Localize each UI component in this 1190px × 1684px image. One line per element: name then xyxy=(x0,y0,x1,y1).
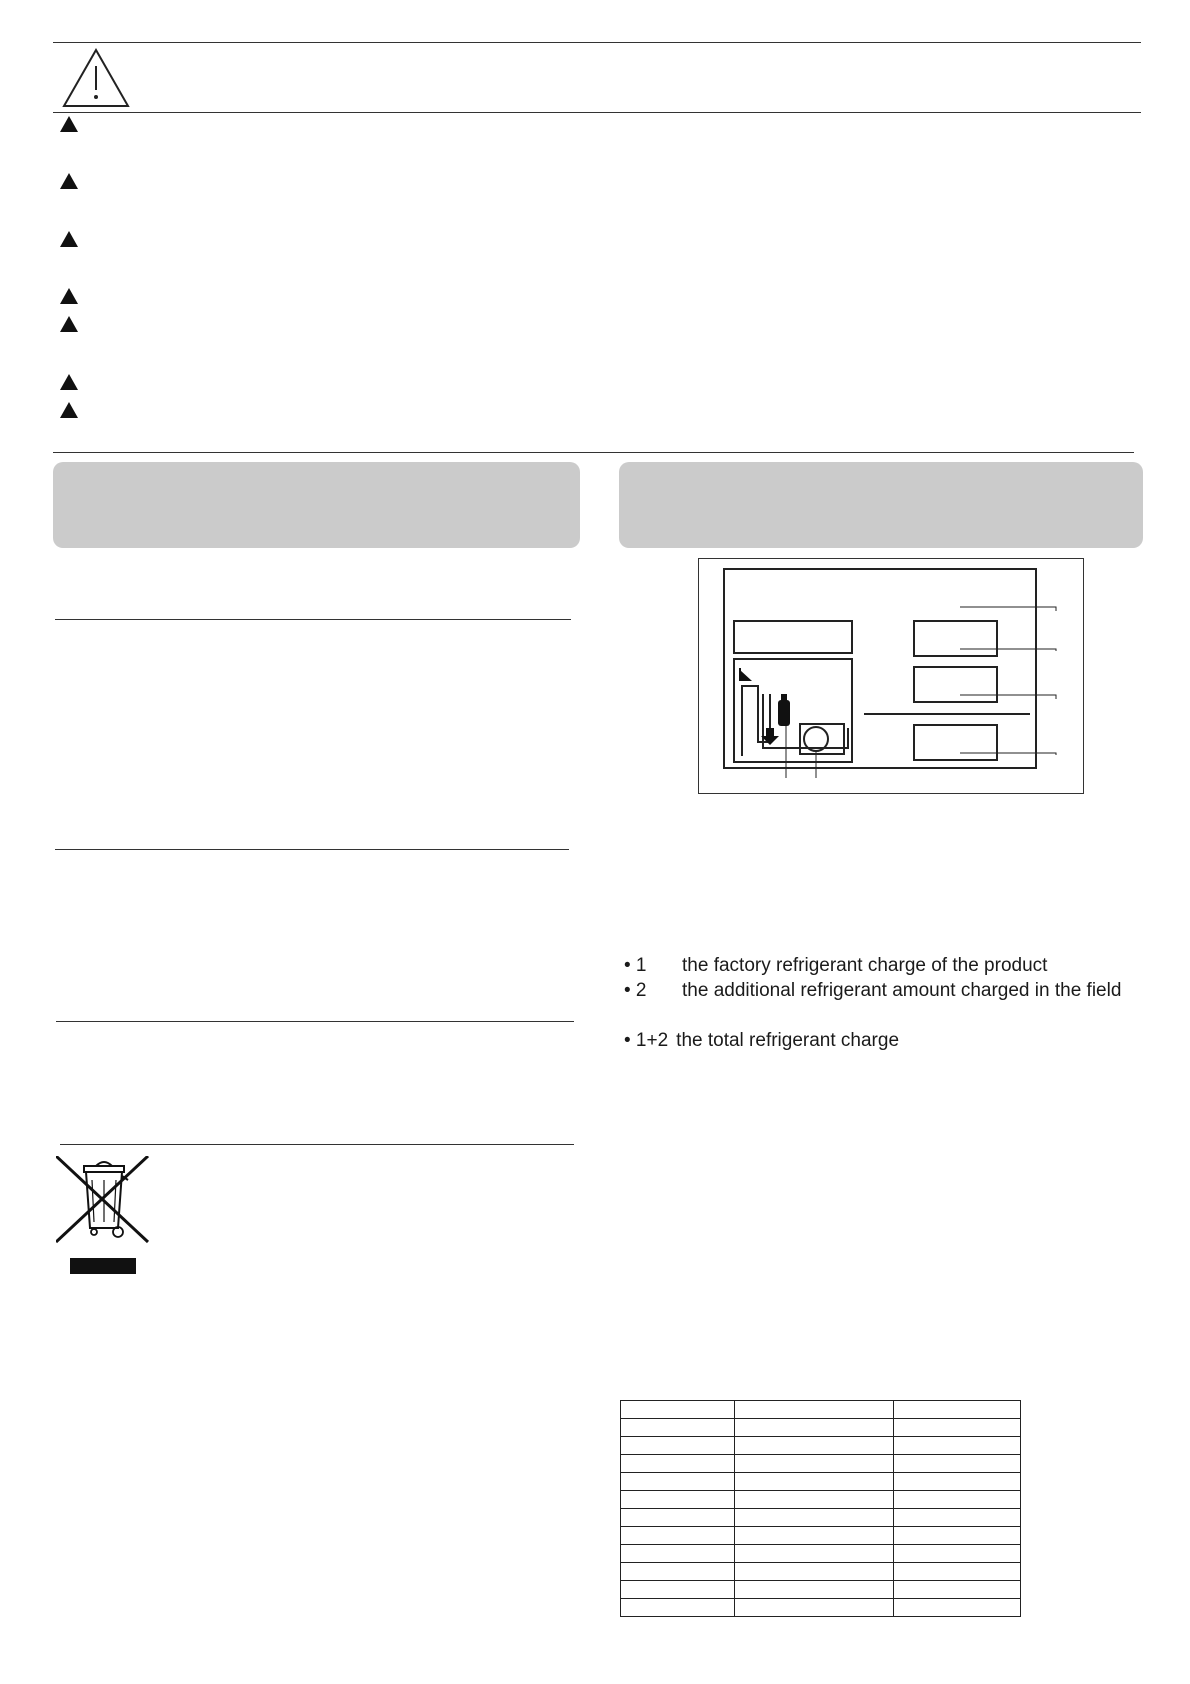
table-cell xyxy=(621,1473,735,1491)
table-cell xyxy=(621,1527,735,1545)
warning-triangle-icon xyxy=(62,48,130,108)
filled-triangle-icon xyxy=(60,316,78,332)
legend-bullet: • 2 xyxy=(624,980,647,1001)
filled-triangle-icon xyxy=(60,116,78,132)
table-cell xyxy=(894,1509,1021,1527)
table-cell xyxy=(894,1563,1021,1581)
filled-triangle-icon xyxy=(60,288,78,304)
table-row xyxy=(621,1599,1021,1617)
table-cell xyxy=(894,1545,1021,1563)
filled-triangle-icon xyxy=(60,374,78,390)
table-cell xyxy=(894,1401,1021,1419)
table-cell xyxy=(621,1491,735,1509)
table-cell xyxy=(894,1437,1021,1455)
section-header-panel-left xyxy=(53,462,580,548)
table-cell xyxy=(735,1509,894,1527)
table-cell xyxy=(735,1401,894,1419)
crossed-out-wheelie-bin-icon xyxy=(56,1156,152,1278)
legend-text: the factory refrigerant charge of the product xyxy=(682,955,1048,976)
legend-bullet: • 1 xyxy=(624,955,647,976)
table-cell xyxy=(735,1419,894,1437)
header-rule xyxy=(53,112,1141,113)
table-row xyxy=(621,1473,1021,1491)
left-rule-4 xyxy=(60,1144,574,1145)
table-row xyxy=(621,1545,1021,1563)
table-cell xyxy=(735,1581,894,1599)
table-cell xyxy=(894,1473,1021,1491)
left-rule-3 xyxy=(56,1021,574,1022)
table-cell xyxy=(621,1437,735,1455)
filled-triangle-icon xyxy=(60,231,78,247)
table-cell xyxy=(621,1545,735,1563)
table-row xyxy=(621,1401,1021,1419)
legend-item-3 xyxy=(624,1030,899,1052)
table-cell xyxy=(735,1527,894,1545)
table-cell xyxy=(894,1581,1021,1599)
top-rule xyxy=(53,42,1141,43)
table-cell xyxy=(621,1599,735,1617)
table-cell xyxy=(735,1455,894,1473)
section-header-panel-right xyxy=(619,462,1143,548)
filled-triangle-icon xyxy=(60,173,78,189)
table-cell xyxy=(735,1437,894,1455)
table-cell xyxy=(735,1491,894,1509)
table-cell xyxy=(735,1545,894,1563)
table-cell xyxy=(735,1599,894,1617)
left-rule-1 xyxy=(55,619,571,620)
table-row xyxy=(621,1563,1021,1581)
table-row xyxy=(621,1581,1021,1599)
legend-text: the additional refrigerant amount charged in the field xyxy=(682,980,1122,1001)
refrigerant-table xyxy=(620,1400,1021,1617)
table-row xyxy=(621,1437,1021,1455)
legend-bullet: • 1+2 xyxy=(624,1030,669,1051)
table-cell xyxy=(894,1527,1021,1545)
legend-item-1 xyxy=(624,955,1047,977)
legend-text: the total refrigerant charge xyxy=(676,1030,900,1051)
table-cell xyxy=(894,1599,1021,1617)
table-cell xyxy=(894,1455,1021,1473)
section-rule xyxy=(53,452,1134,453)
table-cell xyxy=(621,1401,735,1419)
left-rule-2 xyxy=(55,849,569,850)
table-cell xyxy=(621,1563,735,1581)
table-row xyxy=(621,1491,1021,1509)
table-cell xyxy=(621,1419,735,1437)
table-row xyxy=(621,1527,1021,1545)
table-row xyxy=(621,1455,1021,1473)
legend-item-2 xyxy=(624,980,1121,1002)
table-cell xyxy=(894,1491,1021,1509)
filled-triangle-icon xyxy=(60,402,78,418)
table-cell xyxy=(894,1419,1021,1437)
refrigerant-label-diagram xyxy=(698,558,1088,796)
table-row xyxy=(621,1509,1021,1527)
table-row xyxy=(621,1419,1021,1437)
table-cell xyxy=(621,1509,735,1527)
table-cell xyxy=(621,1455,735,1473)
table-cell xyxy=(735,1563,894,1581)
table-cell xyxy=(735,1473,894,1491)
table-cell xyxy=(621,1581,735,1599)
